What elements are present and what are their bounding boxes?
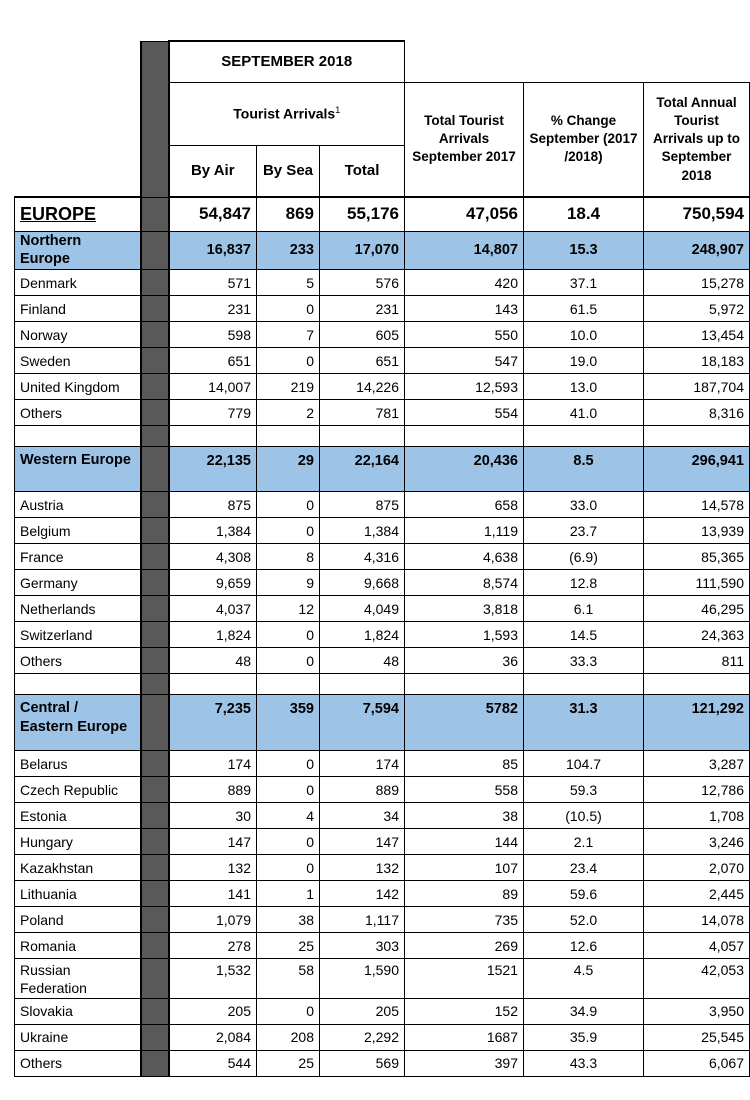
total-value: 55,176 bbox=[320, 197, 405, 231]
annual-total-value: 42,053 bbox=[644, 959, 750, 998]
sept-2017-value: 735 bbox=[405, 907, 524, 933]
total-value: 142 bbox=[320, 881, 405, 907]
total-value: 605 bbox=[320, 322, 405, 348]
row-label: Finland bbox=[15, 296, 141, 322]
row-label: Belgium bbox=[15, 518, 141, 544]
sept-2017-value: 85 bbox=[405, 751, 524, 777]
annual-total-value: 811 bbox=[644, 648, 750, 674]
row-label: Belarus bbox=[15, 751, 141, 777]
pct-change-value: 12.6 bbox=[524, 933, 644, 959]
annual-total-value: 111,590 bbox=[644, 570, 750, 596]
total-value: 147 bbox=[320, 829, 405, 855]
by-air-value: 231 bbox=[169, 296, 257, 322]
by-sea-value: 12 bbox=[257, 596, 320, 622]
dark-separator bbox=[141, 695, 169, 751]
total-value: 7,594 bbox=[320, 695, 405, 751]
pct-change-value: 23.4 bbox=[524, 855, 644, 881]
pct-change-value: 33.3 bbox=[524, 648, 644, 674]
row-label: Slovakia bbox=[15, 998, 141, 1024]
by-sea-value: 233 bbox=[257, 231, 320, 270]
by-sea-value: 0 bbox=[257, 492, 320, 518]
by-air-value: 1,532 bbox=[169, 959, 257, 998]
sept-2017-value: 89 bbox=[405, 881, 524, 907]
sept-2017-value: 144 bbox=[405, 829, 524, 855]
by-air-value: 598 bbox=[169, 322, 257, 348]
by-sea-value: 25 bbox=[257, 933, 320, 959]
by-sea-value: 219 bbox=[257, 374, 320, 400]
sept-2017-value: 14,807 bbox=[405, 231, 524, 270]
country-row bbox=[15, 270, 750, 296]
dark-separator bbox=[141, 447, 169, 492]
annual-total-value: 6,067 bbox=[644, 1050, 750, 1076]
row-label: Others bbox=[15, 1050, 141, 1076]
by-air-value: 544 bbox=[169, 1050, 257, 1076]
annual-total-value: 25,545 bbox=[644, 1024, 750, 1050]
row-label: Others bbox=[15, 400, 141, 426]
pct-change-value: 43.3 bbox=[524, 1050, 644, 1076]
row-label: Sweden bbox=[15, 348, 141, 374]
country-row bbox=[15, 544, 750, 570]
row-label: Romania bbox=[15, 933, 141, 959]
total-value: 1,824 bbox=[320, 622, 405, 648]
row-label: Poland bbox=[15, 907, 141, 933]
pct-change-value: 34.9 bbox=[524, 998, 644, 1024]
sept-2017-value: 47,056 bbox=[405, 197, 524, 231]
dark-separator bbox=[141, 400, 169, 426]
pct-change-value: (10.5) bbox=[524, 803, 644, 829]
row-label: Norway bbox=[15, 322, 141, 348]
row-label: Denmark bbox=[15, 270, 141, 296]
country-row bbox=[15, 998, 750, 1024]
region-row bbox=[15, 447, 750, 492]
dark-separator bbox=[141, 751, 169, 777]
country-row bbox=[15, 570, 750, 596]
pct-change-value: 12.8 bbox=[524, 570, 644, 596]
sept-2017-value: 12,593 bbox=[405, 374, 524, 400]
annual-total-value: 121,292 bbox=[644, 695, 750, 751]
dark-separator bbox=[141, 296, 169, 322]
annual-total-value: 2,445 bbox=[644, 881, 750, 907]
country-row bbox=[15, 829, 750, 855]
country-row bbox=[15, 622, 750, 648]
annual-total-value: 1,708 bbox=[644, 803, 750, 829]
pct-change-value: 8.5 bbox=[524, 447, 644, 492]
by-air-value: 132 bbox=[169, 855, 257, 881]
total-value: 2,292 bbox=[320, 1024, 405, 1050]
by-sea-value: 359 bbox=[257, 695, 320, 751]
row-label: Ukraine bbox=[15, 1024, 141, 1050]
dark-separator bbox=[141, 907, 169, 933]
by-air-value: 7,235 bbox=[169, 695, 257, 751]
by-sea-value: 0 bbox=[257, 998, 320, 1024]
europe-total-row bbox=[15, 197, 750, 231]
sept-2017-value: 152 bbox=[405, 998, 524, 1024]
tourist-arrivals-header: Tourist Arrivals$^1$ bbox=[169, 82, 405, 145]
row-label: Kazakhstan bbox=[15, 855, 141, 881]
pct-change-value: 104.7 bbox=[524, 751, 644, 777]
pct-change-value: 14.5 bbox=[524, 622, 644, 648]
total-value: 1,117 bbox=[320, 907, 405, 933]
sept-2017-value: 1687 bbox=[405, 1024, 524, 1050]
sept-2017-value: 143 bbox=[405, 296, 524, 322]
spacer-row bbox=[15, 426, 750, 447]
dark-separator bbox=[141, 648, 169, 674]
country-row bbox=[15, 751, 750, 777]
by-air-value: 174 bbox=[169, 751, 257, 777]
pct-change-value: 18.4 bbox=[524, 197, 644, 231]
sept-2017-value: 420 bbox=[405, 270, 524, 296]
sept-2017-value: 8,574 bbox=[405, 570, 524, 596]
by-air-value: 9,659 bbox=[169, 570, 257, 596]
pct-change-value: 41.0 bbox=[524, 400, 644, 426]
annual-total-value: 296,941 bbox=[644, 447, 750, 492]
by-sea-value: 0 bbox=[257, 829, 320, 855]
pct-change-value: 37.1 bbox=[524, 270, 644, 296]
sept-2017-value: 107 bbox=[405, 855, 524, 881]
blank-corner bbox=[15, 41, 141, 82]
sept-2017-value: 36 bbox=[405, 648, 524, 674]
country-row bbox=[15, 596, 750, 622]
by-air-value: 4,037 bbox=[169, 596, 257, 622]
by-sea-value: 0 bbox=[257, 518, 320, 544]
annual-total-value: 5,972 bbox=[644, 296, 750, 322]
sept-2017-value: 658 bbox=[405, 492, 524, 518]
country-row bbox=[15, 959, 750, 998]
total-value: 132 bbox=[320, 855, 405, 881]
total-value: 48 bbox=[320, 648, 405, 674]
dark-separator bbox=[141, 197, 169, 231]
total-value: 17,070 bbox=[320, 231, 405, 270]
by-air-value: 1,384 bbox=[169, 518, 257, 544]
total-value: 781 bbox=[320, 400, 405, 426]
by-sea-value: 38 bbox=[257, 907, 320, 933]
annual-total-value: 15,278 bbox=[644, 270, 750, 296]
dark-separator bbox=[141, 855, 169, 881]
total-value: 34 bbox=[320, 803, 405, 829]
total-value: 875 bbox=[320, 492, 405, 518]
country-row bbox=[15, 518, 750, 544]
total-value: 889 bbox=[320, 777, 405, 803]
country-row bbox=[15, 907, 750, 933]
by-air-value: 571 bbox=[169, 270, 257, 296]
annual-total-value: 187,704 bbox=[644, 374, 750, 400]
by-sea-value: 4 bbox=[257, 803, 320, 829]
annual-total-header: Total Annual Tourist Arrivals up to September 2018 bbox=[644, 82, 750, 197]
dark-separator bbox=[141, 596, 169, 622]
by-sea-value: 25 bbox=[257, 1050, 320, 1076]
by-air-value: 205 bbox=[169, 998, 257, 1024]
annual-total-value: 46,295 bbox=[644, 596, 750, 622]
total-value: 174 bbox=[320, 751, 405, 777]
by-sea-value: 1 bbox=[257, 881, 320, 907]
dark-separator bbox=[141, 231, 169, 270]
row-label: EUROPE bbox=[15, 197, 141, 231]
pct-change-value: 2.1 bbox=[524, 829, 644, 855]
total-value: 576 bbox=[320, 270, 405, 296]
country-row bbox=[15, 648, 750, 674]
total-value: 4,316 bbox=[320, 544, 405, 570]
sept-2017-value: 1,119 bbox=[405, 518, 524, 544]
by-air-value: 2,084 bbox=[169, 1024, 257, 1050]
by-sea-value: 8 bbox=[257, 544, 320, 570]
country-row bbox=[15, 881, 750, 907]
country-row bbox=[15, 348, 750, 374]
by-sea-value: 2 bbox=[257, 400, 320, 426]
period-header: SEPTEMBER 2018 bbox=[169, 41, 405, 82]
sept-2017-value: 20,436 bbox=[405, 447, 524, 492]
dark-separator bbox=[141, 622, 169, 648]
row-label: Switzerland bbox=[15, 622, 141, 648]
by-air-header: By Air bbox=[169, 145, 257, 197]
country-row bbox=[15, 374, 750, 400]
spacer-row bbox=[15, 674, 750, 695]
total-value: 651 bbox=[320, 348, 405, 374]
dark-separator bbox=[141, 998, 169, 1024]
country-row bbox=[15, 933, 750, 959]
total-value: 4,049 bbox=[320, 596, 405, 622]
pct-change-value: 52.0 bbox=[524, 907, 644, 933]
pct-change-value: 10.0 bbox=[524, 322, 644, 348]
row-label: Lithuania bbox=[15, 881, 141, 907]
country-row bbox=[15, 492, 750, 518]
dark-separator bbox=[141, 518, 169, 544]
dark-separator bbox=[141, 1024, 169, 1050]
sept-2017-value: 4,638 bbox=[405, 544, 524, 570]
row-label: Western Europe bbox=[15, 447, 141, 492]
dark-separator bbox=[141, 803, 169, 829]
dark-separator-head bbox=[141, 41, 169, 197]
by-sea-value: 0 bbox=[257, 296, 320, 322]
by-sea-value: 869 bbox=[257, 197, 320, 231]
annual-total-value: 750,594 bbox=[644, 197, 750, 231]
pct-change-value: 31.3 bbox=[524, 695, 644, 751]
by-air-value: 14,007 bbox=[169, 374, 257, 400]
tourist-arrivals-table bbox=[14, 40, 750, 1077]
pct-change-value: 19.0 bbox=[524, 348, 644, 374]
total-value: 1,384 bbox=[320, 518, 405, 544]
pct-change-value: (6.9) bbox=[524, 544, 644, 570]
row-label: Others bbox=[15, 648, 141, 674]
dark-separator bbox=[141, 374, 169, 400]
row-label: Germany bbox=[15, 570, 141, 596]
region-row bbox=[15, 695, 750, 751]
total-value: 205 bbox=[320, 998, 405, 1024]
dark-separator bbox=[141, 348, 169, 374]
annual-total-value: 14,078 bbox=[644, 907, 750, 933]
footnote-mark: 1 bbox=[335, 104, 341, 115]
sept-2017-value: 1,593 bbox=[405, 622, 524, 648]
row-label: Hungary bbox=[15, 829, 141, 855]
annual-total-value: 12,786 bbox=[644, 777, 750, 803]
by-air-value: 147 bbox=[169, 829, 257, 855]
sept-2017-value: 3,818 bbox=[405, 596, 524, 622]
by-sea-value: 9 bbox=[257, 570, 320, 596]
total-header: Total bbox=[320, 145, 405, 197]
annual-total-value: 248,907 bbox=[644, 231, 750, 270]
row-label: Russian Federation bbox=[15, 959, 141, 998]
sept-2017-value: 5782 bbox=[405, 695, 524, 751]
sept-2017-value: 1521 bbox=[405, 959, 524, 998]
row-label: Austria bbox=[15, 492, 141, 518]
dark-separator bbox=[141, 881, 169, 907]
sept-2017-value: 550 bbox=[405, 322, 524, 348]
annual-total-value: 18,183 bbox=[644, 348, 750, 374]
row-label: Central / Eastern Europe bbox=[15, 695, 141, 751]
pct-change-value: 6.1 bbox=[524, 596, 644, 622]
country-row bbox=[15, 322, 750, 348]
pct-change-value: 33.0 bbox=[524, 492, 644, 518]
by-sea-value: 5 bbox=[257, 270, 320, 296]
region-row bbox=[15, 231, 750, 270]
annual-total-value: 13,454 bbox=[644, 322, 750, 348]
row-label: United Kingdom bbox=[15, 374, 141, 400]
annual-total-value: 4,057 bbox=[644, 933, 750, 959]
by-air-value: 875 bbox=[169, 492, 257, 518]
row-label: Northern Europe bbox=[15, 231, 141, 270]
by-air-value: 54,847 bbox=[169, 197, 257, 231]
pct-change-value: 61.5 bbox=[524, 296, 644, 322]
pct-change-value: 13.0 bbox=[524, 374, 644, 400]
by-air-value: 22,135 bbox=[169, 447, 257, 492]
country-row bbox=[15, 1050, 750, 1076]
sept-2017-value: 558 bbox=[405, 777, 524, 803]
total-value: 22,164 bbox=[320, 447, 405, 492]
pct-change-value: 23.7 bbox=[524, 518, 644, 544]
annual-total-value: 3,246 bbox=[644, 829, 750, 855]
country-row bbox=[15, 855, 750, 881]
by-air-value: 278 bbox=[169, 933, 257, 959]
by-air-value: 16,837 bbox=[169, 231, 257, 270]
annual-total-value: 3,287 bbox=[644, 751, 750, 777]
by-sea-value: 0 bbox=[257, 648, 320, 674]
by-air-value: 1,079 bbox=[169, 907, 257, 933]
pct-change-value: 59.3 bbox=[524, 777, 644, 803]
dark-separator bbox=[141, 777, 169, 803]
total-value: 9,668 bbox=[320, 570, 405, 596]
row-label: Netherlands bbox=[15, 596, 141, 622]
dark-separator bbox=[141, 544, 169, 570]
sept-2017-value: 269 bbox=[405, 933, 524, 959]
pct-change-value: 35.9 bbox=[524, 1024, 644, 1050]
by-air-value: 30 bbox=[169, 803, 257, 829]
total-value: 231 bbox=[320, 296, 405, 322]
country-row bbox=[15, 777, 750, 803]
total-value: 1,590 bbox=[320, 959, 405, 998]
annual-total-value: 24,363 bbox=[644, 622, 750, 648]
row-label: Czech Republic bbox=[15, 777, 141, 803]
annual-total-value: 2,070 bbox=[644, 855, 750, 881]
sept-2017-value: 38 bbox=[405, 803, 524, 829]
row-label: France bbox=[15, 544, 141, 570]
by-sea-value: 7 bbox=[257, 322, 320, 348]
annual-total-value: 85,365 bbox=[644, 544, 750, 570]
by-sea-header: By Sea bbox=[257, 145, 320, 197]
total-value: 569 bbox=[320, 1050, 405, 1076]
country-row bbox=[15, 400, 750, 426]
total-value: 303 bbox=[320, 933, 405, 959]
by-air-value: 141 bbox=[169, 881, 257, 907]
pct-change-value: 59.6 bbox=[524, 881, 644, 907]
total-sept-2017-header: Total Tourist Arrivals September 2017 bbox=[405, 82, 524, 197]
by-sea-value: 0 bbox=[257, 348, 320, 374]
pct-change-header: % Change September (2017 /2018) bbox=[524, 82, 644, 197]
total-value: 14,226 bbox=[320, 374, 405, 400]
annual-total-value: 8,316 bbox=[644, 400, 750, 426]
by-sea-value: 58 bbox=[257, 959, 320, 998]
sept-2017-value: 547 bbox=[405, 348, 524, 374]
sept-2017-value: 554 bbox=[405, 400, 524, 426]
sept-2017-value: 397 bbox=[405, 1050, 524, 1076]
by-air-value: 4,308 bbox=[169, 544, 257, 570]
row-label: Estonia bbox=[15, 803, 141, 829]
dark-separator bbox=[141, 570, 169, 596]
annual-total-value: 13,939 bbox=[644, 518, 750, 544]
dark-separator bbox=[141, 959, 169, 998]
by-air-value: 48 bbox=[169, 648, 257, 674]
country-row bbox=[15, 1024, 750, 1050]
pct-change-value: 15.3 bbox=[524, 231, 644, 270]
dark-separator bbox=[141, 829, 169, 855]
by-sea-value: 0 bbox=[257, 622, 320, 648]
by-sea-value: 0 bbox=[257, 751, 320, 777]
by-air-value: 651 bbox=[169, 348, 257, 374]
by-sea-value: 0 bbox=[257, 777, 320, 803]
by-sea-value: 29 bbox=[257, 447, 320, 492]
pct-change-value: 4.5 bbox=[524, 959, 644, 998]
country-row bbox=[15, 803, 750, 829]
dark-separator bbox=[141, 1050, 169, 1076]
dark-separator bbox=[141, 492, 169, 518]
by-air-value: 1,824 bbox=[169, 622, 257, 648]
dark-separator bbox=[141, 322, 169, 348]
by-sea-value: 208 bbox=[257, 1024, 320, 1050]
country-row bbox=[15, 296, 750, 322]
dark-separator bbox=[141, 270, 169, 296]
by-sea-value: 0 bbox=[257, 855, 320, 881]
annual-total-value: 14,578 bbox=[644, 492, 750, 518]
annual-total-value: 3,950 bbox=[644, 998, 750, 1024]
by-air-value: 779 bbox=[169, 400, 257, 426]
by-air-value: 889 bbox=[169, 777, 257, 803]
dark-separator bbox=[141, 933, 169, 959]
